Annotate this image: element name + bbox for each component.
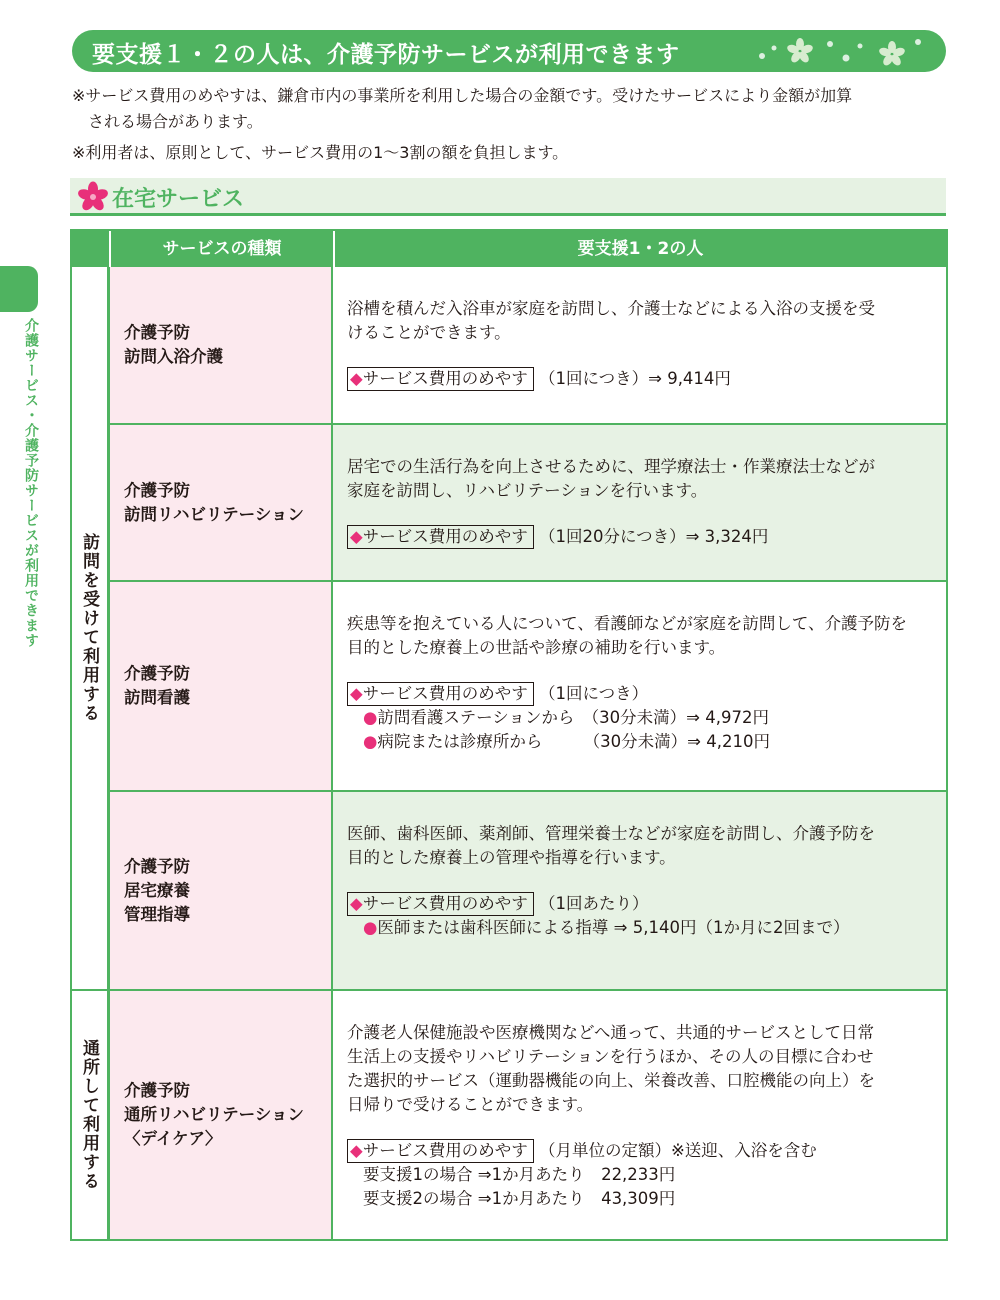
- table-row: [109, 792, 946, 991]
- fee-label-box: [347, 682, 534, 706]
- service-name-line: 訪問入浴介護: [124, 347, 223, 366]
- service-name-line: 介護予防: [124, 1081, 190, 1100]
- description-line: 疾患等を抱えている人について、看護師などが家庭を訪問して、介護予防を: [347, 614, 908, 633]
- fee-label: サービス費用のめやす: [362, 527, 528, 546]
- description-line: 目的とした療養上の管理や指導を行います。: [347, 848, 676, 867]
- description-line: 目的とした療養上の世話や診療の補助を行います。: [347, 638, 726, 657]
- service-name-line: 〈デイケア〉: [124, 1129, 222, 1148]
- bullet-icon: ●: [363, 732, 378, 751]
- fee-value: （月単位の定額）※送迎、入浴を含む: [538, 1141, 817, 1160]
- description-line: た選択的サービス（運動器機能の向上、栄養改善、口腔機能の向上）を: [347, 1071, 875, 1090]
- side-label: 介護サービス・介護予防サービスが利用できます: [23, 318, 39, 648]
- description-line: 居宅での生活行為を向上させるために、理学療法士・作業療法士などが: [347, 457, 875, 476]
- service-name-line: 介護予防: [124, 664, 190, 683]
- title-banner: [72, 30, 946, 72]
- fee-label: サービス費用のめやす: [362, 1141, 528, 1160]
- description-line: けることができます。: [347, 323, 511, 342]
- fee-item-text: 医師または歯科医師による指導 ⇒ 5,140円（1か月に2回まで）: [377, 918, 850, 937]
- fee-line: [347, 682, 934, 706]
- service-name-cell: [109, 267, 333, 423]
- fee-label-box: [347, 525, 534, 549]
- service-name-cell: [109, 425, 333, 580]
- category-cell: [72, 991, 109, 1239]
- table-header: [72, 231, 946, 267]
- service-name-cell: [109, 582, 333, 790]
- service-description-cell: [333, 425, 946, 580]
- category-label: 訪問を受けて利用する: [79, 533, 99, 723]
- table-header-cell: 要支援1・2の人: [333, 231, 946, 267]
- fee-line: [347, 525, 934, 549]
- fee-line: [347, 1139, 934, 1163]
- fee-label: サービス費用のめやす: [362, 684, 528, 703]
- service-table: [70, 229, 948, 1241]
- description-line: 医師、歯科医師、薬剤師、管理栄養士などが家庭を訪問し、介護予防を: [347, 824, 875, 843]
- service-name-cell: [109, 792, 333, 989]
- diamond-icon: ◆: [350, 369, 363, 388]
- cherry-blossom-decoration-icon: [752, 34, 932, 70]
- fee-value: （1回20分につき）⇒ 3,324円: [538, 527, 769, 546]
- service-name-line: 通所リハビリテーション: [124, 1105, 305, 1124]
- side-tab: [0, 266, 38, 312]
- fee-item: [347, 730, 934, 754]
- fee-label-box: [347, 1139, 534, 1163]
- diamond-icon: ◆: [350, 1141, 363, 1160]
- description-line: 介護老人保健施設や医療機関などへ通って、共通的サービスとして日常: [347, 1023, 875, 1042]
- page-title: 要支援１・２の人は、介護予防サービスが利用できます: [92, 42, 680, 68]
- fee-value: （1回あたり）: [538, 894, 649, 913]
- fee-item-text: 訪問看護ステーションから （30分未満）⇒ 4,972円: [377, 708, 769, 727]
- description-line: 日帰りで受けることができます。: [347, 1095, 594, 1114]
- fee-item-text: 要支援1の場合 ⇒1か月あたり 22,233円: [363, 1165, 676, 1184]
- bullet-icon: ●: [363, 918, 378, 937]
- table-header-cell: [72, 231, 109, 267]
- note-line: される場合があります。: [88, 112, 263, 131]
- fee-line: [347, 367, 934, 391]
- fee-line: [347, 892, 934, 916]
- service-name-line: 介護予防: [124, 480, 190, 500]
- fee-label-box: [347, 367, 534, 391]
- service-name-cell: [109, 991, 333, 1239]
- diamond-icon: ◆: [350, 684, 363, 703]
- service-name-line: 訪問看護: [124, 688, 190, 707]
- service-name-line: 介護予防: [124, 856, 190, 876]
- service-name-line: 介護予防: [124, 323, 190, 342]
- table-row: [109, 582, 946, 792]
- section-header: [70, 178, 946, 216]
- description-line: 浴槽を積んだ入浴車が家庭を訪問し、介護士などによる入浴の支援を受: [347, 299, 875, 318]
- note-line: ※サービス費用のめやすは、鎌倉市内の事業所を利用した場合の金額です。受けたサービスにより金額が加算: [72, 86, 853, 105]
- service-description-cell: [333, 991, 946, 1239]
- fee-item: [347, 706, 934, 730]
- service-name-line: 居宅療養: [124, 880, 190, 900]
- fee-item-text: 要支援2の場合 ⇒1か月あたり 43,309円: [363, 1189, 676, 1208]
- table-row: [109, 991, 946, 1239]
- service-description-cell: [333, 582, 946, 790]
- fee-label-box: [347, 892, 534, 916]
- category-label: 通所して利用する: [79, 1039, 99, 1191]
- category-cell: [72, 267, 109, 991]
- description-line: 家庭を訪問し、リハビリテーションを行います。: [347, 481, 708, 500]
- service-name-line: 訪問リハビリテーション: [124, 504, 305, 524]
- table-row: [109, 267, 946, 425]
- note-line: ※利用者は、原則として、サービス費用の1～3割の額を負担します。: [72, 143, 569, 162]
- fee-label: サービス費用のめやす: [362, 369, 528, 388]
- diamond-icon: ◆: [350, 527, 363, 546]
- service-name-line: 管理指導: [124, 904, 190, 924]
- service-description-cell: [333, 792, 946, 989]
- bullet-icon: ●: [363, 708, 378, 727]
- flower-icon: [76, 180, 110, 214]
- fee-label: サービス費用のめやす: [362, 894, 528, 913]
- table-row: [109, 425, 946, 582]
- fee-item-text: 病院または診療所から （30分未満）⇒ 4,210円: [377, 732, 770, 751]
- service-description-cell: [333, 267, 946, 423]
- fee-item: [347, 916, 934, 940]
- section-title: 在宅サービス: [112, 187, 245, 212]
- table-header-cell: サービスの種類: [109, 231, 333, 267]
- description-line: 生活上の支援やリハビリテーションを行うほか、その人の目標に合わせ: [347, 1047, 874, 1066]
- diamond-icon: ◆: [350, 894, 363, 913]
- fee-value: （1回につき）⇒ 9,414円: [538, 369, 731, 388]
- fee-value: （1回につき）: [538, 684, 649, 703]
